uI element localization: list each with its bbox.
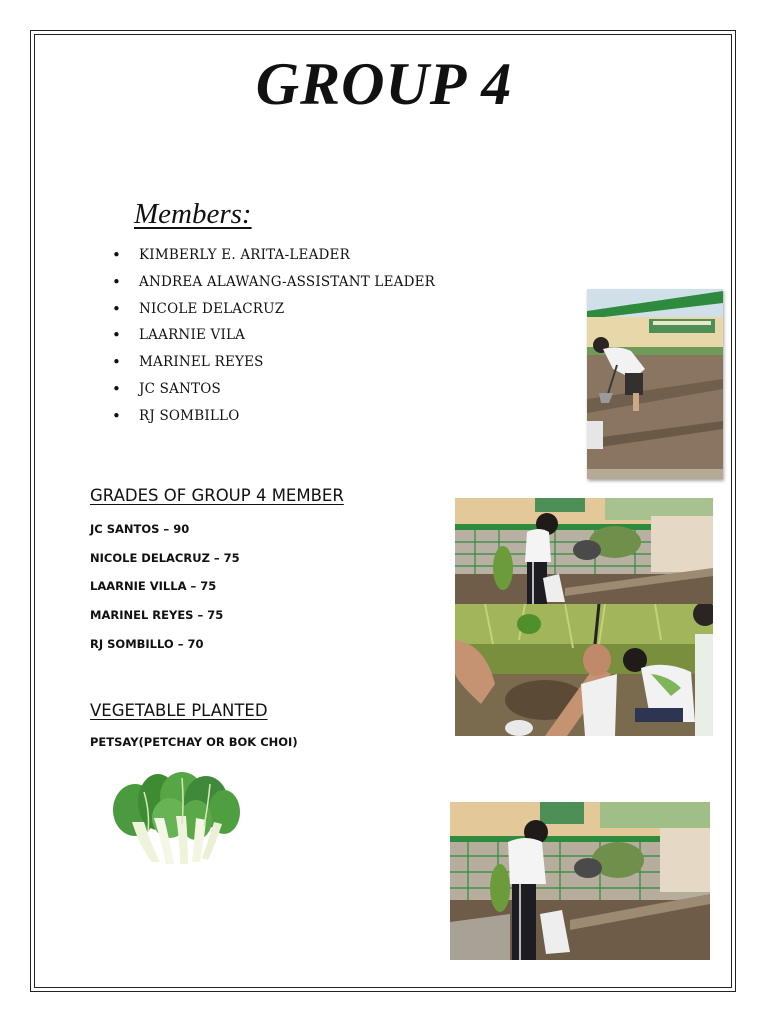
grades-heading: GRADES OF GROUP 4 MEMBER xyxy=(90,486,344,505)
list-item: MARINEL REYES – 75 xyxy=(90,608,224,623)
garden-photo-4 xyxy=(450,802,710,960)
list-item: JC SANTOS – 90 xyxy=(90,522,190,536)
list-item: • ANDREA ALAWANG-ASSISTANT LEADER xyxy=(110,271,435,298)
list-item: • JC SANTOS xyxy=(110,378,435,405)
garden-photo-3 xyxy=(455,604,713,736)
list-item: NICOLE DELACRUZ – 75 xyxy=(90,550,240,565)
members-heading: Members: xyxy=(134,198,252,230)
list-item: • NICOLE DELACRUZ xyxy=(110,298,435,325)
list-item: LAARNIE VILLA – 75 xyxy=(90,579,217,594)
member-list xyxy=(110,244,435,432)
vegetable-heading: VEGETABLE PLANTED xyxy=(90,701,268,720)
list-item: • KIMBERLY E. ARITA-LEADER xyxy=(110,244,435,271)
garden-photo-1 xyxy=(587,289,723,479)
vegetable-name: PETSAY(PETCHAY OR BOK CHOI) xyxy=(90,735,298,749)
grades-list xyxy=(90,520,240,663)
bok-choy-image xyxy=(110,772,242,868)
list-item: • RJ SOMBILLO xyxy=(110,405,435,432)
list-item: • LAARNIE VILA xyxy=(110,324,435,351)
garden-photo-2 xyxy=(455,498,713,604)
page-title: GROUP 4 xyxy=(255,51,513,117)
list-item: RJ SOMBILLO – 70 xyxy=(90,636,204,651)
list-item: • MARINEL REYES xyxy=(110,351,435,378)
